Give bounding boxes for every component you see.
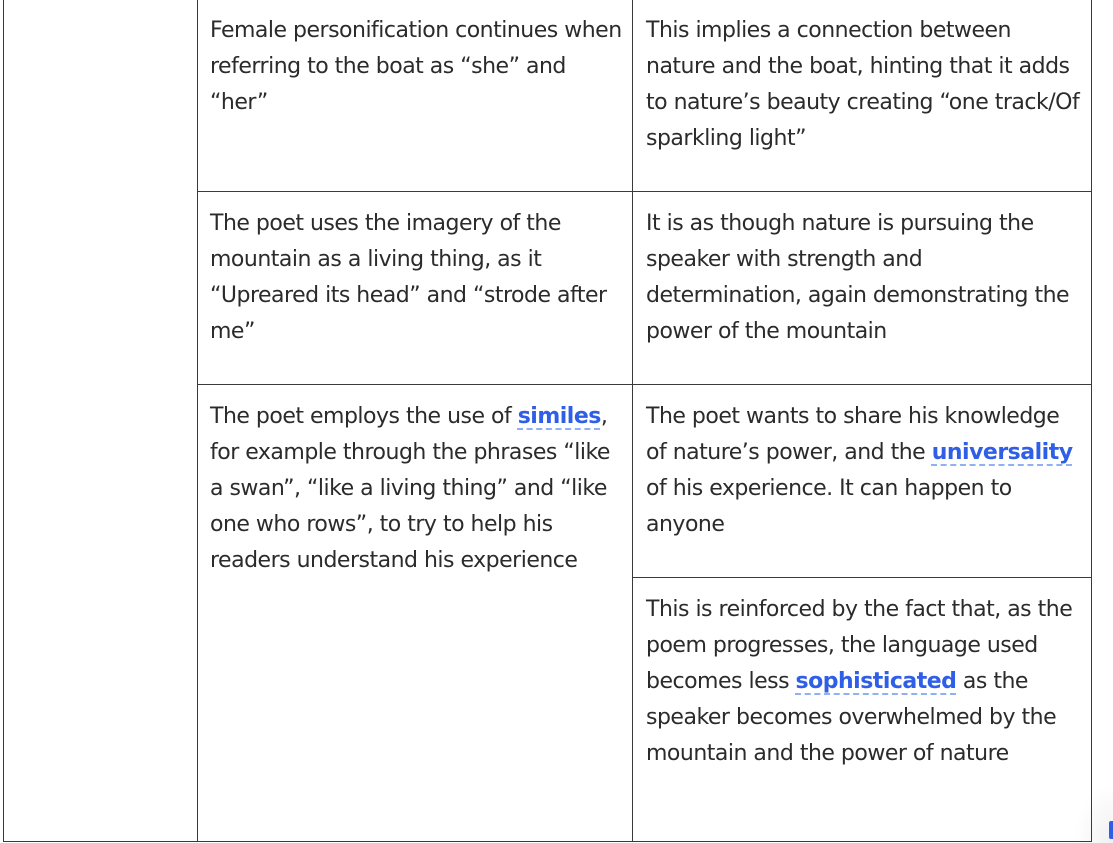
effect-text: as the speaker becomes overwhelmed by the mountain and the power of nature xyxy=(646,669,1057,766)
effect-cell-2: It is as though nature is pursuing the speaker with strength and determination, again demonstrating the power of the mountain xyxy=(646,211,1070,344)
row-divider-1 xyxy=(197,191,1092,192)
effect-text: of his experience. It can happen to anyone xyxy=(646,476,1012,537)
corner-shadow xyxy=(1073,783,1113,843)
effect-text: This is reinforced by the fact that, as the poem progresses, the language used becomes less xyxy=(646,597,1073,694)
column-divider-left xyxy=(197,0,198,842)
glossary-link-universality[interactable]: universality xyxy=(931,440,1073,465)
floating-widget-edge[interactable] xyxy=(1109,821,1113,839)
column-divider-middle xyxy=(632,0,633,842)
effect-cell-1: This implies a connection between nature and the boat, hinting that it adds to nature’s beauty creating “one track/Of sparkling light” xyxy=(646,18,1080,151)
effect-cell-4 xyxy=(646,592,1082,772)
row-divider-3 xyxy=(632,577,1092,578)
row-divider-2 xyxy=(197,384,1092,385)
technique-cell-1: Female personification continues when referring to the boat as “she” and “her” xyxy=(210,18,622,115)
technique-text: , for example through the phrases “like a swan”, “like a living thing” and “like one who rows”, to try to help his readers understand his experience xyxy=(210,404,610,573)
glossary-link-sophisticated[interactable]: sophisticated xyxy=(795,669,957,694)
technique-text: The poet employs the use of xyxy=(210,404,518,429)
technique-cell-3 xyxy=(210,399,624,579)
technique-cell-2: The poet uses the imagery of the mountain as a living thing, as it “Upreared its head” and “strode after me” xyxy=(210,211,607,344)
glossary-link-similes[interactable]: similes xyxy=(517,404,601,429)
effect-cell-3 xyxy=(646,399,1082,543)
effect-text: The poet wants to share his knowledge of nature’s power, and the xyxy=(646,404,1060,465)
